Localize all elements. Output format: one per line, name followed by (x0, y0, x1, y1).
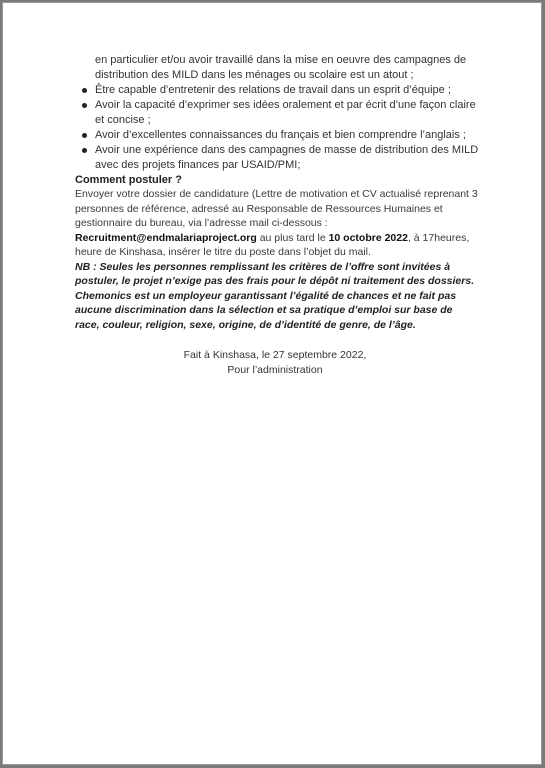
bullet-icon (82, 88, 87, 93)
closing-place-date: Fait à Kinshasa, le 27 septembre 2022, (183, 349, 367, 361)
list-item (75, 83, 479, 98)
apply-text-part: , à 17heures, heure de Kinshasa, insérer le titre du poste dans l’objet du mail. (75, 231, 470, 258)
apply-heading: Comment postuler ? (75, 174, 182, 186)
list-item-text: Avoir d’excellentes connaissances du français et bien comprendre l’anglais ; (95, 129, 466, 141)
requirements-list (75, 83, 479, 173)
list-item-text: Avoir une expérience dans des campagnes de masse de distribution des MILD avec des projets finances par USAID/PMI; (95, 144, 479, 171)
application-deadline: 10 octobre 2022 (328, 231, 408, 244)
bullet-icon (82, 133, 87, 138)
document-page (2, 2, 542, 765)
bullet-icon (82, 103, 87, 108)
list-item (75, 143, 479, 173)
bullet-icon (82, 148, 87, 153)
document-body (75, 53, 479, 378)
apply-text-part: au plus tard le (256, 231, 329, 244)
equal-opportunity-statement: Chemonics est un employeur garantissant l’égalité de chances et ne fait pas aucune discrimination dans la sélection et sa pratique d’emploi sur base de race, couleur, religion, sexe, origine, de d’identité de genre, de l’âge. (75, 289, 457, 331)
list-item (75, 98, 479, 128)
closing-block (75, 348, 475, 378)
recruitment-email: Recruitment@endmalariaproject.org (75, 231, 257, 244)
list-item-text: Avoir la capacité d’exprimer ses idées oralement et par écrit d’une façon claire et concise ; (95, 99, 476, 126)
list-item-text: Être capable d’entretenir des relations de travail dans un esprit d’équipe ; (95, 84, 451, 96)
apply-text-part: Envoyer votre dossier de candidature (Lettre de motivation et CV actualisé reprenant 3 personnes de référence, adressé au Responsable de Ressources Humaines et gestionnaire du bureau, via l’adresse mail ci-dessous : (75, 188, 478, 229)
apply-paragraph (75, 187, 479, 260)
nb-notice: NB : Seules les personnes remplissant les critères de l’offre sont invitées à postuler, le projet n’exige pas des frais pour le dépôt ni traitement des dossiers. (75, 260, 475, 287)
closing-signoff: Pour l’administration (227, 364, 323, 376)
list-item (75, 128, 479, 143)
continuation-text: en particulier et/ou avoir travaillé dans la mise en oeuvre des campagnes de distribution des MILD dans les ménages ou scolaire est un atout ; (95, 54, 467, 81)
